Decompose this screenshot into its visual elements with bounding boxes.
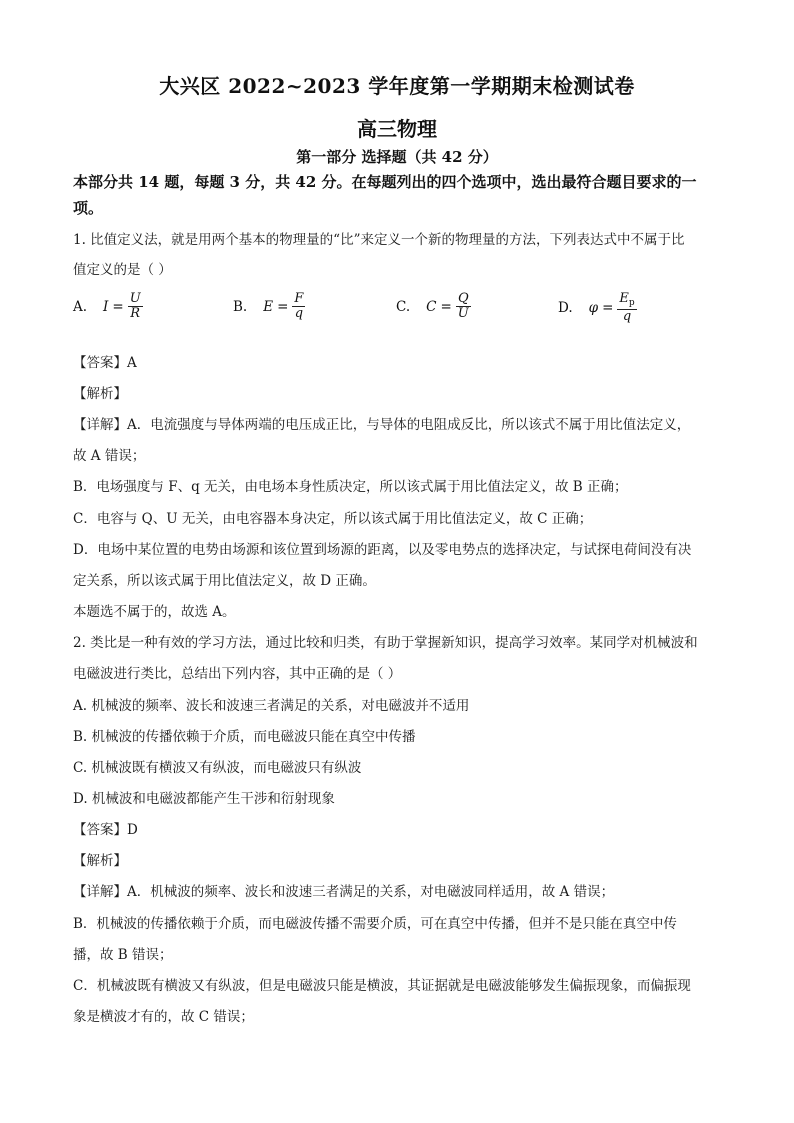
- fraction-denominator: U: [457, 306, 469, 322]
- q2-answer: 【答案】D: [73, 822, 138, 838]
- q1-detail: 【详解】A．电流强度与导体两端的电压成正比，与导体的电阻成反比，所以该式不属于用比值法定义，: [73, 417, 691, 433]
- q1-stem: 值定义的是（ ）: [73, 262, 172, 278]
- q1-detail: C．电容与 Q、U 无关，由电容器本身决定，所以该式属于用比值法定义，故 C 正确；: [73, 511, 593, 527]
- q1-answer: 【答案】A: [73, 355, 137, 371]
- subject-title: 高三物理: [357, 117, 437, 141]
- q2-detail: B．机械波的传播依赖于介质，而电磁波传播不需要介质，可在真空中传播，但并不是只能在真空中传: [73, 916, 677, 932]
- numerator-symbol: E: [619, 291, 629, 306]
- formula-fraction: [456, 292, 471, 322]
- formula-lhs: I: [103, 298, 109, 315]
- fraction-numerator: [617, 292, 636, 310]
- option-letter: B.: [233, 298, 248, 315]
- option-letter: C.: [396, 298, 411, 315]
- q1-option-a: A. I = $\frac{U}{R}$: [73, 291, 141, 322]
- q2-detail: C．机械波既有横波又有纵波，但是电磁波只能是横波，其证据就是电磁波能够发生偏振现象，而偏振现: [73, 978, 691, 994]
- formula-lhs: E: [263, 298, 274, 315]
- q1-detail: 定关系，所以该式属于用比值法定义，故 D 正确。: [73, 573, 376, 589]
- q2-analysis-heading: 【解析】: [73, 853, 127, 869]
- q2-detail: 象是横波才有的，故 C 错误；: [73, 1009, 254, 1025]
- instructions-line: 本部分共 14 题，每题 3 分，共 42 分。在每题列出的四个选项中，选出最符合题目要求的一: [73, 173, 697, 191]
- fraction-numerator: Q: [456, 292, 471, 307]
- q2-stem: 2. 类比是一种有效的学习方法，通过比较和归类，有助于掌握新知识，提高学习效率。某同学对机械波和: [73, 635, 698, 651]
- q1-detail: D．电场中某位置的电势由场源和该位置到场源的距离，以及零电势点的选择决定，与试探电荷间没有决: [73, 542, 692, 558]
- option-letter: D.: [558, 300, 573, 317]
- q2-option-d: D. 机械波和电磁波都能产生干涉和衍射现象: [73, 791, 335, 807]
- formula-fraction: [292, 292, 305, 322]
- fraction-denominator: R: [130, 306, 141, 322]
- formula-fraction: [617, 292, 636, 324]
- q2-option-a: A. 机械波的频率、波长和波速三者满足的关系，对电磁波并不适用: [73, 698, 470, 714]
- q2-stem: 电磁波进行类比，总结出下列内容，其中正确的是（ ）: [73, 666, 402, 682]
- q2-detail: 【详解】A．机械波的频率、波长和波速三者满足的关系，对电磁波同样适用，故 A 错误；: [73, 884, 615, 900]
- fraction-denominator: q: [294, 306, 304, 322]
- q1-conclusion: 本题选不属于的，故选 A。: [73, 604, 236, 620]
- q1-analysis-heading: 【解析】: [73, 386, 127, 402]
- q2-option-c: C. 机械波既有横波又有纵波，而电磁波只有纵波: [73, 760, 362, 776]
- q1-stem: 1. 比值定义法，就是用两个基本的物理量的“比”来定义一个新的物理量的方法，下列表达式中不属于比: [73, 232, 685, 248]
- exam-title: 大兴区 2022~2023 学年度第一学期期末检测试卷: [159, 74, 635, 98]
- fraction-numerator: U: [129, 291, 141, 306]
- formula-lhs: φ: [588, 300, 599, 317]
- numerator-subscript: p: [628, 298, 635, 308]
- q1-option-c: C. C = $\frac{Q}{U}$: [396, 291, 469, 322]
- fraction-denominator: q: [622, 308, 632, 324]
- q1-detail: 故 A 错误；: [73, 448, 146, 464]
- formula-fraction: [128, 292, 143, 322]
- q1-option-b: B. E = $\frac{F}{q}$: [233, 291, 304, 322]
- instructions-line: 项。: [73, 199, 104, 217]
- option-letter: A.: [73, 298, 88, 315]
- q1-detail: B．电场强度与 F、q 无关，由电场本身性质决定，所以该式属于用比值法定义，故 B 正确；: [73, 479, 628, 495]
- formula-lhs: C: [426, 298, 437, 315]
- q2-detail: 播，故 B 错误；: [73, 947, 173, 963]
- q2-option-b: B. 机械波的传播依赖于介质，而电磁波只能在真空中传播: [73, 729, 416, 745]
- fraction-numerator: F: [294, 291, 304, 306]
- q1-option-d: D. φ = $\frac{E_p}{q}$: [558, 291, 635, 324]
- section-heading: 第一部分 选择题（共 42 分）: [296, 148, 498, 166]
